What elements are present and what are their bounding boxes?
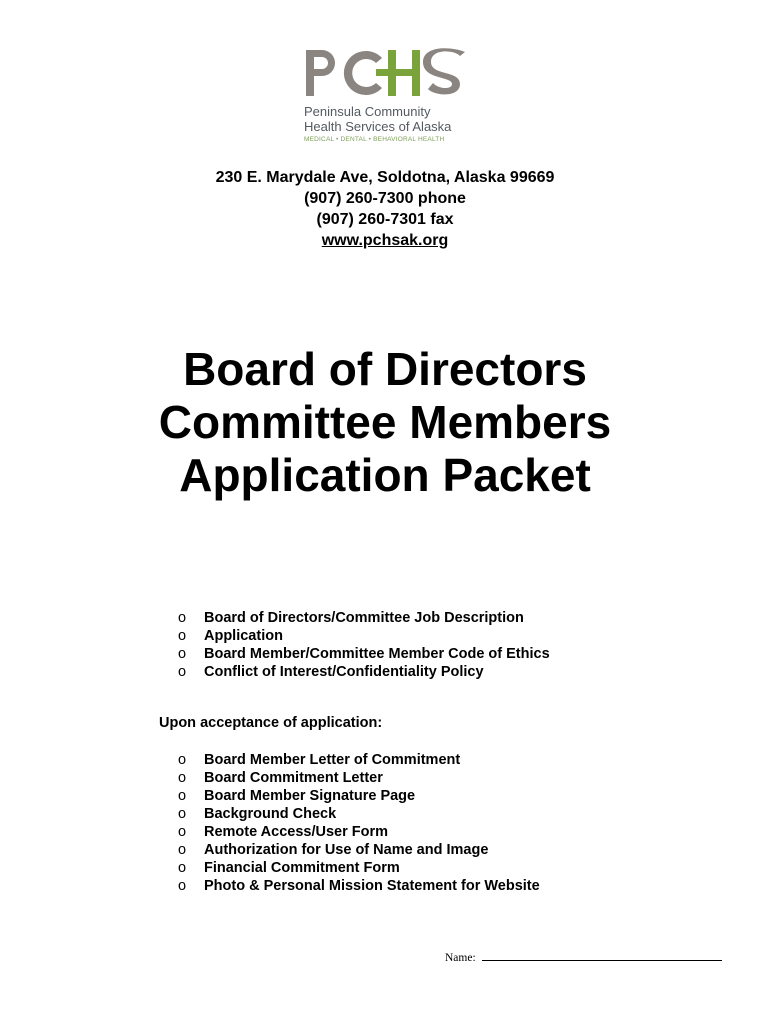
packet-items-list	[178, 609, 550, 681]
contact-block	[0, 167, 770, 251]
logo-organization-name	[304, 104, 451, 134]
title-line-2: Committee Members	[158, 396, 612, 448]
fax-number: (907) 260-7301 fax	[316, 211, 454, 228]
list-item: o Board Member Signature Page	[178, 787, 540, 805]
name-field	[445, 950, 722, 964]
title-line-1: Board of Directors	[183, 343, 587, 395]
list-item: o Board Member/Committee Member Code of Ethics	[178, 645, 550, 663]
document-title	[0, 343, 770, 502]
logo-tagline: MEDICAL • DENTAL • BEHAVIORAL HEALTH	[304, 136, 445, 143]
name-label: Name:	[445, 952, 476, 964]
list-item: o Background Check	[178, 805, 540, 823]
list-item: o Board of Directors/Committee Job Description	[178, 609, 550, 627]
list-item: o Authorization for Use of Name and Image	[178, 841, 540, 859]
street-address: 230 E. Marydale Ave, Soldotna, Alaska 99669	[215, 169, 555, 186]
list-item: o Remote Access/User Form	[178, 823, 540, 841]
list-item: o Board Commitment Letter	[178, 769, 540, 787]
list-item: o Financial Commitment Form	[178, 859, 540, 877]
logo-name-line1: Peninsula Community	[304, 104, 431, 119]
pchs-logo	[300, 46, 472, 150]
acceptance-items-list	[178, 751, 540, 895]
name-blank-line[interactable]	[482, 950, 722, 961]
website-link[interactable]: www.pchsak.org	[321, 232, 449, 249]
title-line-3: Application Packet	[179, 449, 591, 501]
acceptance-heading: Upon acceptance of application:	[159, 715, 383, 731]
list-item: o Application	[178, 627, 550, 645]
pchs-logo-letters	[300, 46, 472, 100]
list-item: o Photo & Personal Mission Statement for Website	[178, 877, 540, 895]
logo-name-line2: Health Services of Alaska	[304, 119, 452, 134]
list-item: o Conflict of Interest/Confidentiality Policy	[178, 663, 550, 681]
list-item: o Board Member Letter of Commitment	[178, 751, 540, 769]
phone-number: (907) 260-7300 phone	[304, 190, 466, 207]
